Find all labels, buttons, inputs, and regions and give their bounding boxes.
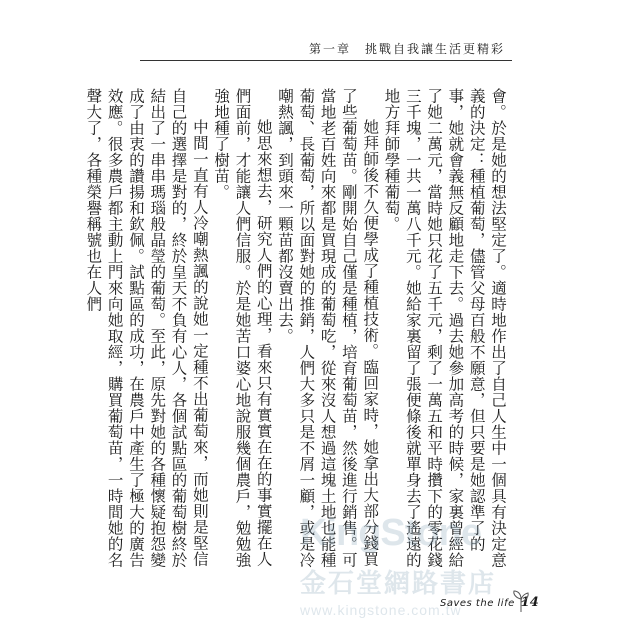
- paragraph-2: 她拜師後不久便學成了種植技術。臨回家時，她拿出大部分錢買了些葡萄苗。剛開始自己僅是種植，培育葡萄苗，然後進行銷售。可當地老百姓向來都是買現成的葡萄吃，從來沒人想過這塊土地也能種葡萄、長葡萄，所以面對她的推銷，人們大多只是不屑一顧，或是冷嘲熱諷，到頭來一顆苗都沒賣出去。: [276, 88, 380, 568]
- paragraph-1: 會。於是她的想法堅定了。適時地作出了自己人生中一個具有決定意義的決定：種植葡萄，儘管父母百般不願意，但只要是她認準了的事，她就會義無反顧地走下去。過去她參加高考的時候，家裏曾經給了她二萬元，當時她只花了五千元，剩了一萬五和平時攢下的零花錢三千塊，一共一萬八千元。她給家裏留了張便條後就單身去了遙遠的地方拜師學種葡萄。: [382, 88, 507, 568]
- chapter-number: 第一章: [308, 42, 351, 56]
- paragraph-3: 她思來想去，研究人們的心理，看來只有實實在在的事實擺在人們面前，才能讓人們信服。於是她苦口婆心地說服幾個農戶，勉勉強強地種了樹苗。: [212, 88, 273, 568]
- leaf-icon: [510, 589, 532, 613]
- watermark-logo: KingStone: [300, 512, 481, 554]
- header-rule: [140, 60, 512, 61]
- running-header: [309, 40, 505, 57]
- paragraph-4: 中間一直有人冷嘲熱諷的說她一定種不出葡萄來，而她則是堅信自己的選擇是對的，終於皇天不負有心人，各個試點區的葡萄樹終於結出了一串串瑪瑙般晶瑩的葡萄。至此，原先對她的各種懷疑抱怨變成了由衷的讚揚和欽佩。試點區的成功，在農戶中產生了極大的廣告效應。很多農戶都主動上門來向她取經，購買葡萄苗，一時間她的名聲大了，各種榮譽稱號也在人們: [84, 88, 209, 568]
- series-label: Saves the life: [440, 598, 515, 609]
- chapter-title: 挑戰自我讓生活更精彩: [364, 42, 505, 56]
- watermark-chinese-name: 金石堂網路書店: [300, 569, 497, 599]
- page-number: 14: [520, 595, 539, 610]
- body-text: [84, 88, 508, 578]
- watermark-url: www.kingstone.com.tw: [300, 602, 462, 618]
